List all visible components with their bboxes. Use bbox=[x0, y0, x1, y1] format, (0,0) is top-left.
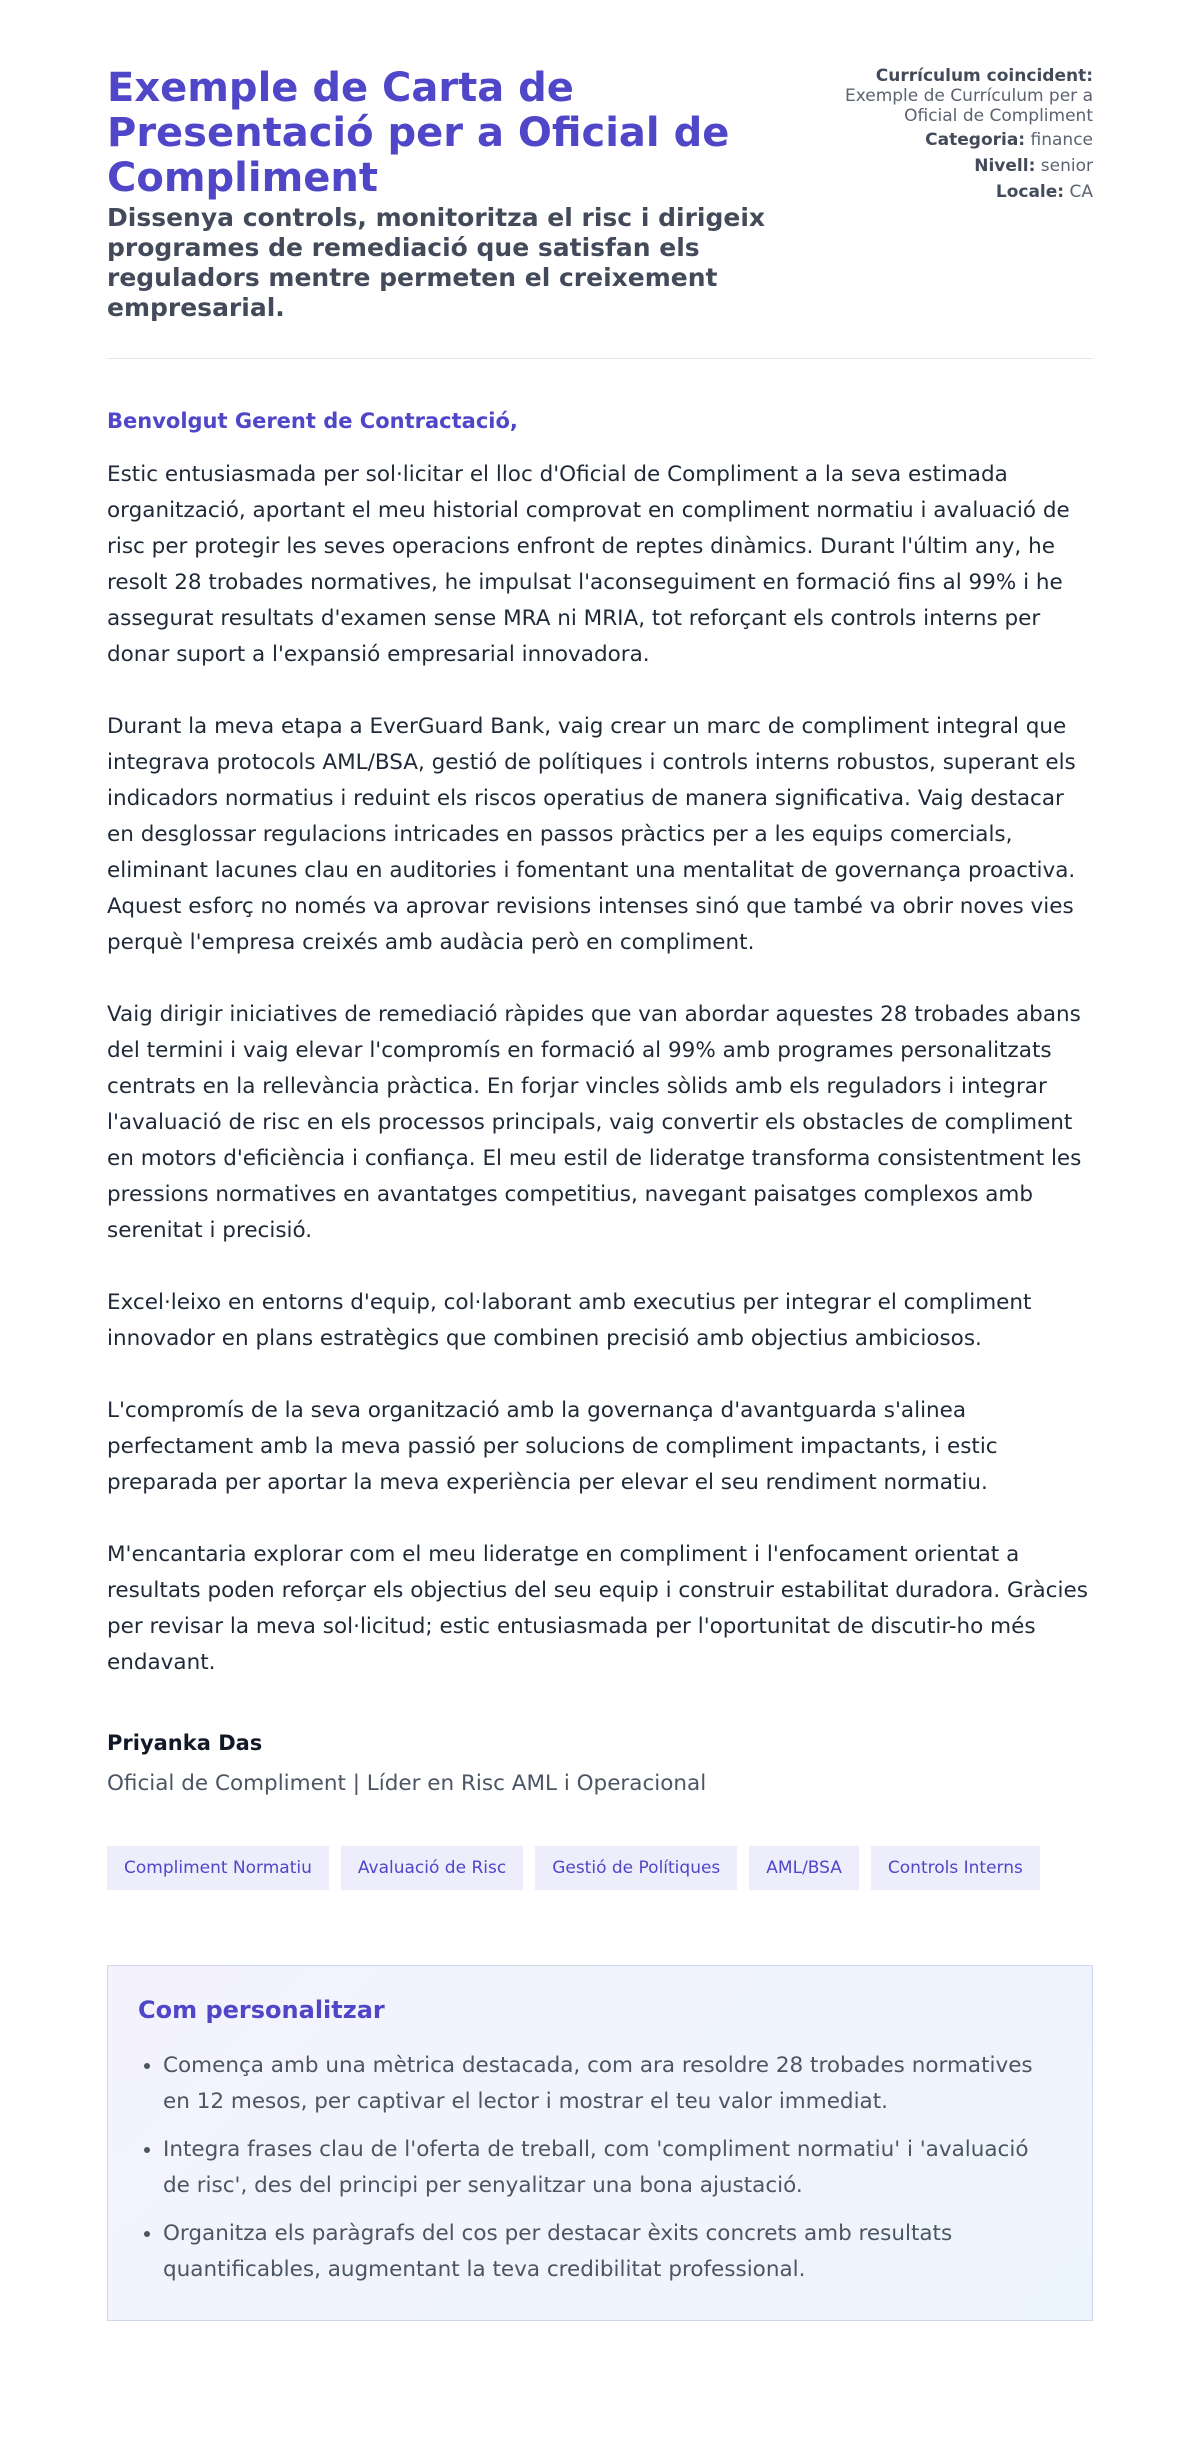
tips-title: Com personalitzar bbox=[138, 1996, 385, 2024]
skill-tag: AML/BSA bbox=[749, 1846, 859, 1890]
letter-body bbox=[107, 457, 1093, 1681]
meta-resume-label: Currículum coincident: bbox=[875, 66, 1093, 86]
meta-locale-label: Locale: bbox=[995, 182, 1065, 202]
skill-tag: Compliment Normatiu bbox=[107, 1846, 329, 1890]
signature bbox=[107, 1731, 1093, 1796]
skill-tag: Gestió de Polítiques bbox=[535, 1846, 737, 1890]
letter-paragraph: Excel·leixo en entorns d'equip, col·laborant amb executius per integrar el compliment innovador en plans estratègics que combinen precisió amb objectius ambiciosos. bbox=[107, 1290, 1032, 1351]
signature-name: Priyanka Das bbox=[107, 1731, 263, 1755]
page-subtitle: Dissenya controls, monitoritza el risc i dirigeix programes de remediació que satisfan els reguladors mentre permeten el creixement empresarial. bbox=[107, 203, 766, 322]
letter-paragraph: L'compromís de la seva organització amb la governança d'avantguarda s'alinea perfectament amb la meva passió per solucions de compliment impactants, i estic preparada per aportar la meva experiència per elevar el seu rendiment normatiu. bbox=[107, 1398, 998, 1495]
letter-paragraph: Durant la meva etapa a EverGuard Bank, vaig crear un marc de compliment integral que integrava protocols AML/BSA, gestió de polítiques i controls interns robustos, superant els indicadors normatius i reduint els riscos operatius de manera significativa. Vaig destacar en desglossar regulacions intricades en passos pràctics per a les equips comercials, eliminant lacunes clau en auditories i fomentant una mentalitat de governança proactiva. Aquest esforç no només va aprovar revisions intenses sinó que també va obrir noves vies perquè l'empresa creixés amb audàcia però en compliment. bbox=[107, 714, 1076, 955]
header bbox=[107, 66, 1093, 323]
meta-resume-value: Exemple de Currículum per a Oficial de Compliment bbox=[844, 86, 1093, 126]
meta-locale bbox=[843, 182, 1093, 202]
meta-panel bbox=[843, 66, 1093, 208]
meta-level-label: Nivell: bbox=[974, 156, 1036, 176]
tip-item: • Organitza els paràgrafs del cos per destacar èxits concrets amb resultats quantificables, augmentant la teva credibilitat professional. bbox=[163, 2216, 1062, 2288]
skill-tag: Controls Interns bbox=[871, 1846, 1040, 1890]
letter-paragraph: Vaig dirigir iniciatives de remediació ràpides que van abordar aquestes 28 trobades abans del termini i vaig elevar l'compromís en formació al 99% amb programes personalitzats centrats en la rellevància pràctica. En forjar vincles sòlids amb els reguladors i integrar l'avaluació de risc en els processos principals, vaig convertir els obstacles de compliment en motors d'eficiència i confiança. El meu estil de lideratge transforma consistentment les pressions normatives en avantatges competitius, navegant paisatges complexos amb serenitat i precisió. bbox=[107, 1002, 1082, 1243]
letter-greeting: Benvolgut Gerent de Contractació, bbox=[107, 409, 518, 433]
header-divider bbox=[107, 358, 1093, 359]
signature-title: Oficial de Compliment | Líder en Risc AML i Operacional bbox=[107, 1771, 707, 1796]
skill-tags bbox=[107, 1846, 1093, 1890]
letter-paragraph: Estic entusiasmada per sol·licitar el lloc d'Oficial de Compliment a la seva estimada organització, aportant el meu historial comprovat en compliment normatiu i avaluació de risc per protegir les seves operacions enfront de reptes dinàmics. Durant l'últim any, he resolt 28 trobades normatives, he impulsat l'aconseguiment en formació fins al 99% i he assegurat resultats d'examen sense MRA ni MRIA, tot reforçant els controls interns per donar suport a l'expansió empresarial innovadora. bbox=[107, 462, 1070, 667]
tips-list bbox=[138, 2048, 1062, 2288]
meta-level bbox=[843, 156, 1093, 176]
tip-item: • Comença amb una mètrica destacada, com ara resoldre 28 trobades normatives en 12 mesos, per captivar el lector i mostrar el teu valor immediat. bbox=[163, 2048, 1062, 2120]
meta-category bbox=[843, 130, 1093, 150]
meta-resume bbox=[843, 66, 1093, 126]
skill-tag: Avaluació de Risc bbox=[341, 1846, 523, 1890]
customization-tips bbox=[107, 1965, 1093, 2321]
letter-paragraph: M'encantaria explorar com el meu lideratge en compliment i l'enfocament orientat a resultats poden reforçar els objectius del seu equip i construir estabilitat duradora. Gràcies per revisar la meva sol·licitud; estic entusiasmada per l'oportunitat de discutir-ho més endavant. bbox=[107, 1542, 1088, 1675]
tip-item: • Integra frases clau de l'oferta de treball, com 'compliment normatiu' i 'avaluació de risc', des del principi per senyalitzar una bona ajustació. bbox=[163, 2132, 1062, 2204]
meta-category-label: Categoria: bbox=[925, 130, 1026, 150]
page-title: Exemple de Carta de Presentació per a Oficial de Compliment bbox=[107, 65, 730, 201]
meta-locale-value: CA bbox=[1069, 182, 1093, 202]
meta-level-value: senior bbox=[1040, 156, 1093, 176]
header-text bbox=[107, 66, 807, 323]
meta-category-value: finance bbox=[1030, 130, 1093, 150]
